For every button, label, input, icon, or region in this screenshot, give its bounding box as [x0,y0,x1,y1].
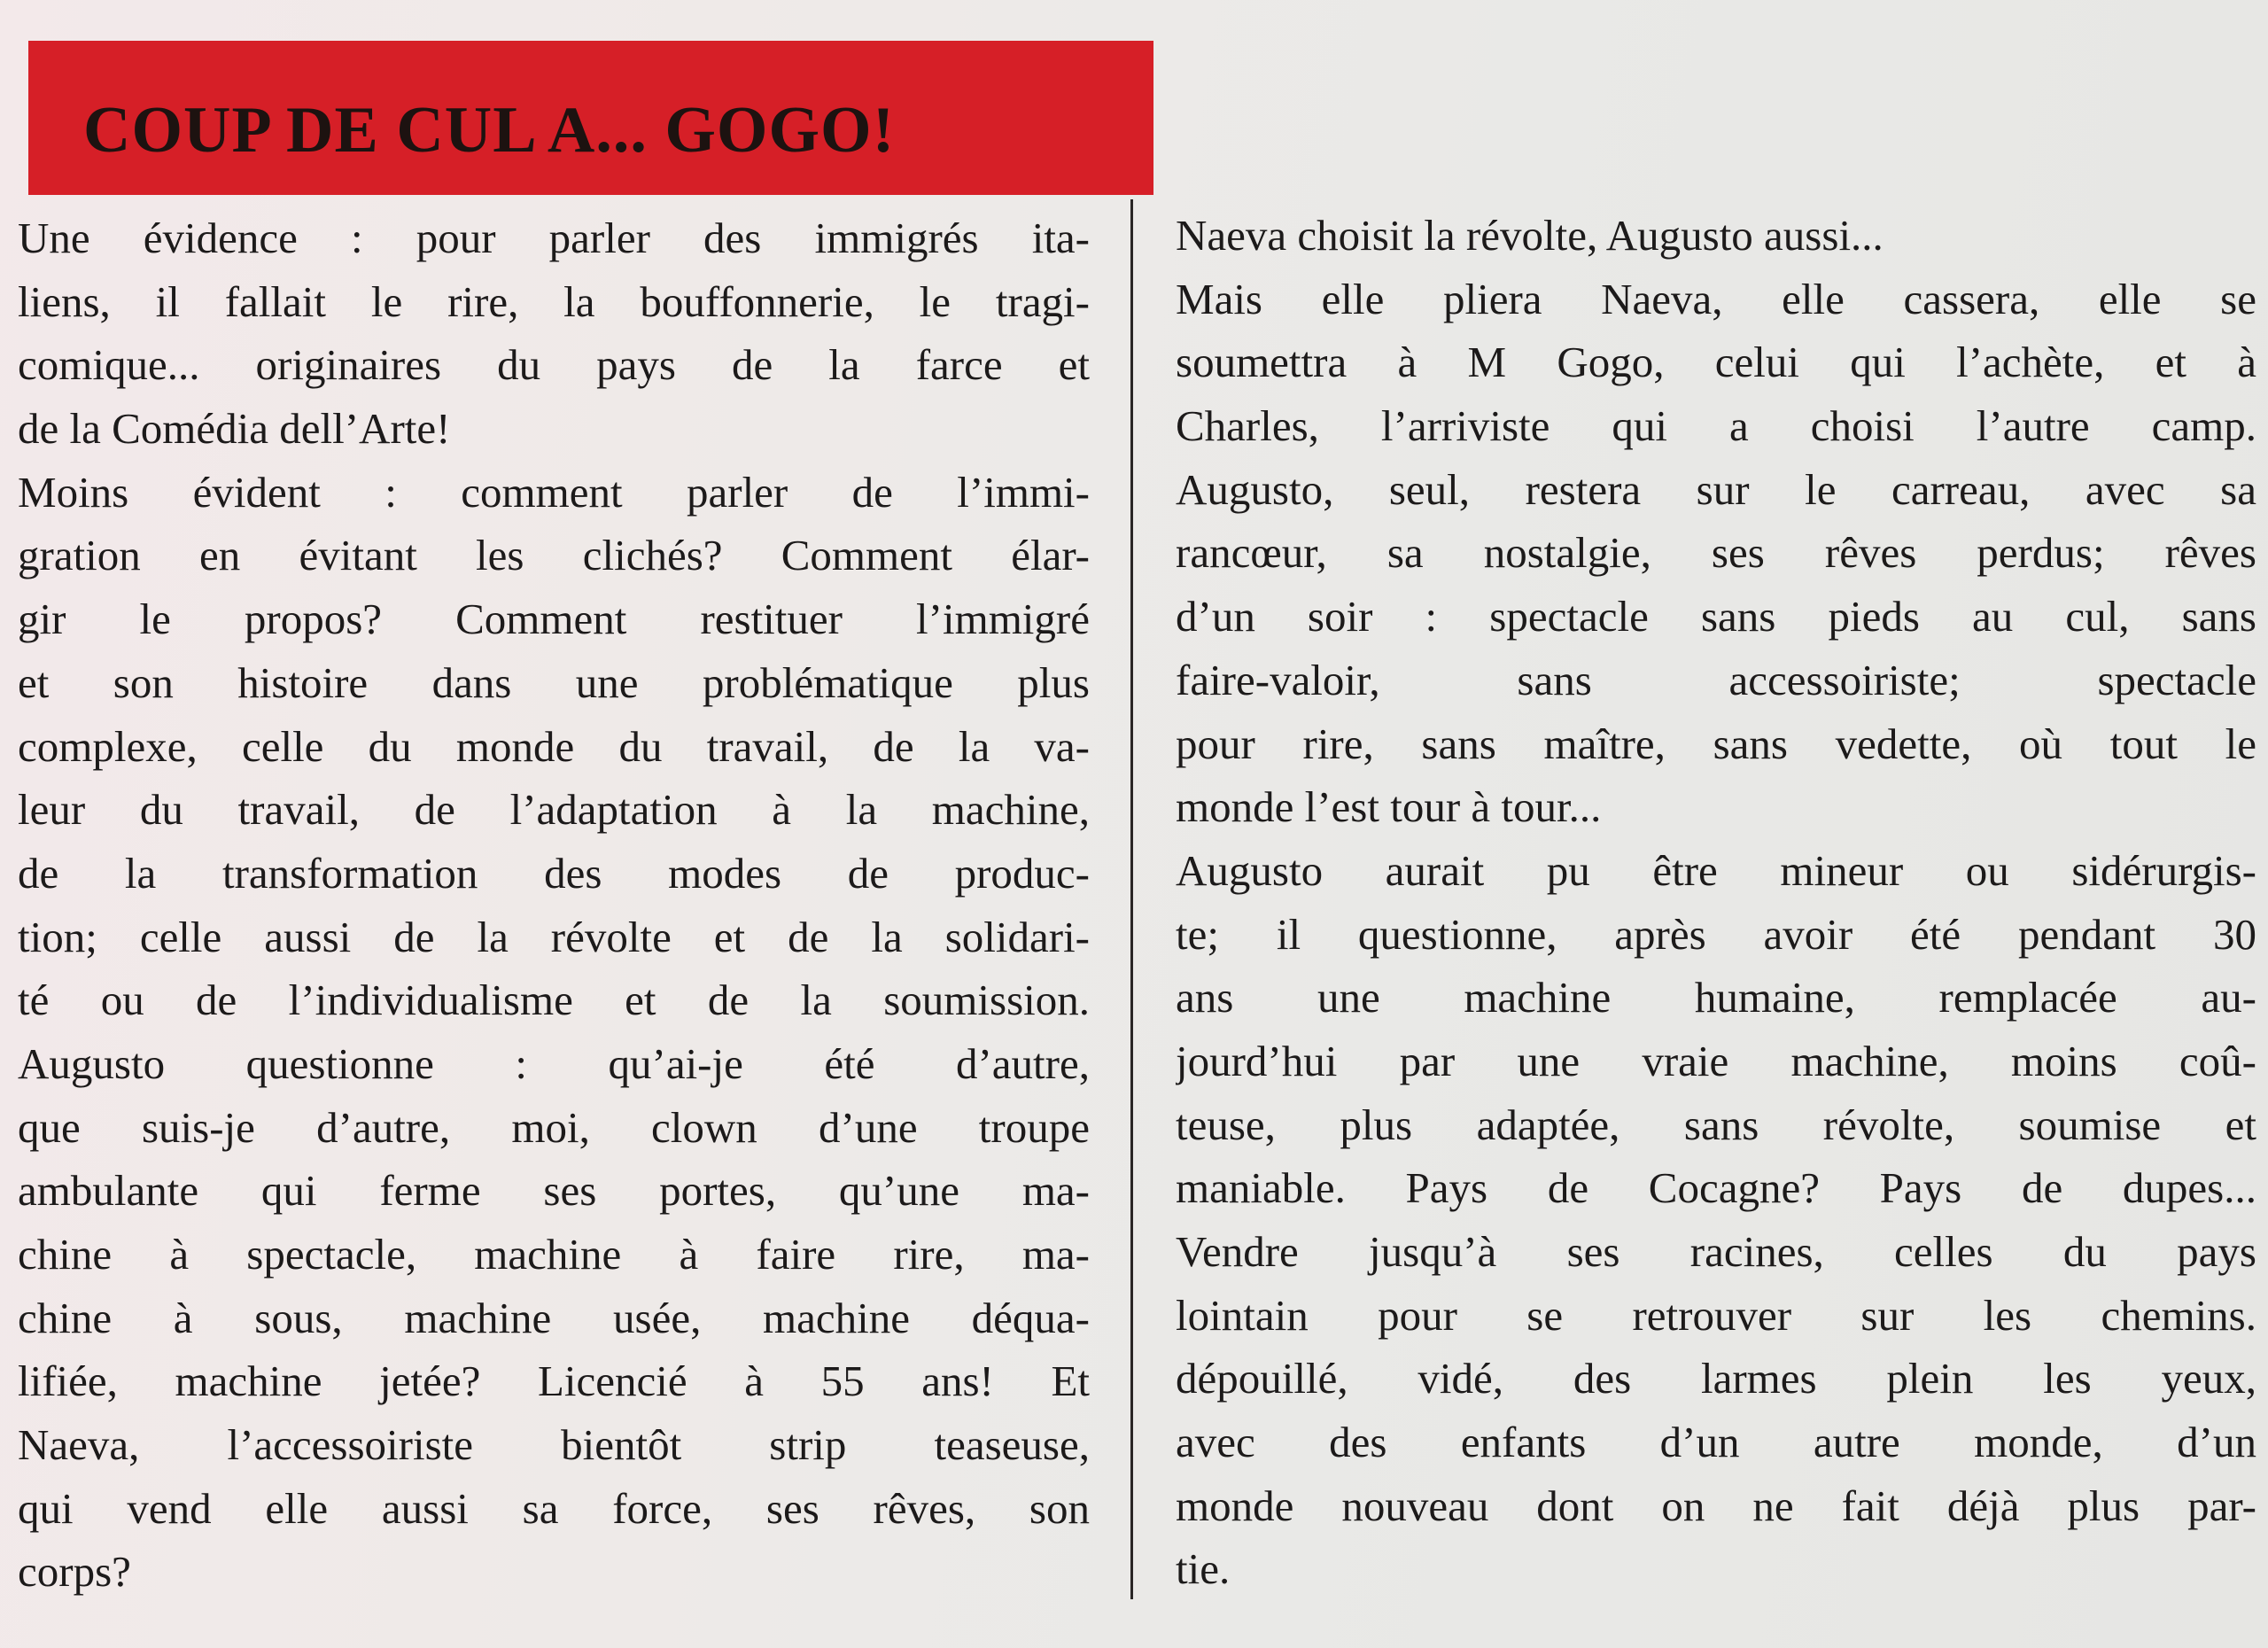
text-line: dépouillé, vidé, des larmes plein les yeux, [1176,1354,2256,1403]
text-line: de la Comédia dell’Arte! [18,404,451,454]
text-line: monde nouveau dont on ne fait déjà plus par- [1176,1481,2256,1530]
text-line: Augusto, seul, restera sur le carreau, avec sa [1176,464,2256,514]
text-line: té ou de l’individualisme et de la soumission. [18,976,1090,1025]
text-line: complexe, celle du monde du travail, de la va- [18,721,1090,771]
text-line: que suis-je d’autre, moi, clown d’une troupe [18,1102,1090,1152]
right-column-text [1176,204,2256,1601]
text-line: Naeva choisit la révolte, Augusto aussi... [1176,211,1884,260]
text-line: rancœur, sa nostalgie, ses rêves perdus; rêves [1176,528,2256,578]
text-line: gration en évitant les clichés? Comment élar- [18,531,1090,580]
text-line: avec des enfants d’un autre monde, d’un [1176,1418,2256,1467]
article-title: COUP DE CUL A... GOGO! [83,94,896,167]
text-line: Augusto aurait pu être mineur ou sidérurgis- [1176,845,2256,895]
text-line: ambulante qui ferme ses portes, qu’une ma- [18,1166,1090,1216]
text-line: lifiée, machine jetée? Licencié à 55 ans! Et [18,1356,1090,1406]
text-line: liens, il fallait le rire, la bouffonnerie, le tragi- [18,276,1090,326]
text-line: jourd’hui par une vraie machine, moins coû- [1176,1036,2256,1085]
text-line: teuse, plus adaptée, sans révolte, soumise et [1176,1100,2256,1149]
text-line: maniable. Pays de Cocagne? Pays de dupes... [1176,1163,2256,1213]
text-line: Mais elle pliera Naeva, elle cassera, elle se [1176,274,2256,323]
text-line: te; il questionne, après avoir été pendant 30 [1176,909,2256,959]
text-line: ans une machine humaine, remplacée au- [1176,973,2256,1022]
text-line: tion; celle aussi de la révolte et de la solidari- [18,912,1090,961]
text-line: comique... originaires du pays de la farce et [18,340,1090,390]
text-line: tie. [1176,1544,1231,1594]
text-line: Moins évident : comment parler de l’immi- [18,467,1090,517]
text-line: Vendre jusqu’à ses racines, celles du pays [1176,1227,2256,1276]
text-line: d’un soir : spectacle sans pieds au cul, sans [1176,592,2256,641]
text-line: Charles, l’arriviste qui a choisi l’autre camp. [1176,401,2256,451]
text-line: lointain pour se retrouver sur les chemins. [1176,1290,2256,1340]
text-line: de la transformation des modes de produc- [18,848,1090,898]
text-line: corps? [18,1547,131,1597]
left-column-text [18,206,1090,1604]
text-line: soumettra à M Gogo, celui qui l’achète, et à [1176,338,2256,387]
column-divider [1130,199,1133,1599]
text-line: chine à spectacle, machine à faire rire, ma- [18,1230,1090,1279]
text-line: chine à sous, machine usée, machine déqua- [18,1293,1090,1342]
text-line: Augusto questionne : qu’ai-je été d’autre, [18,1038,1090,1088]
text-line: Naeva, l’accessoiriste bientôt strip teaseuse, [18,1420,1090,1470]
text-line: pour rire, sans maître, sans vedette, où tout le [1176,719,2256,768]
text-line: leur du travail, de l’adaptation à la machine, [18,785,1090,835]
text-line: gir le propos? Comment restituer l’immigré [18,595,1090,644]
text-line: Une évidence : pour parler des immigrés ita- [18,214,1090,262]
text-line: faire-valoir, sans accessoiriste; spectacle [1176,655,2256,704]
text-line: et son histoire dans une problématique plus [18,657,1090,707]
text-line: qui vend elle aussi sa force, ses rêves, son [18,1483,1090,1533]
text-line: monde l’est tour à tour... [1176,782,1602,832]
